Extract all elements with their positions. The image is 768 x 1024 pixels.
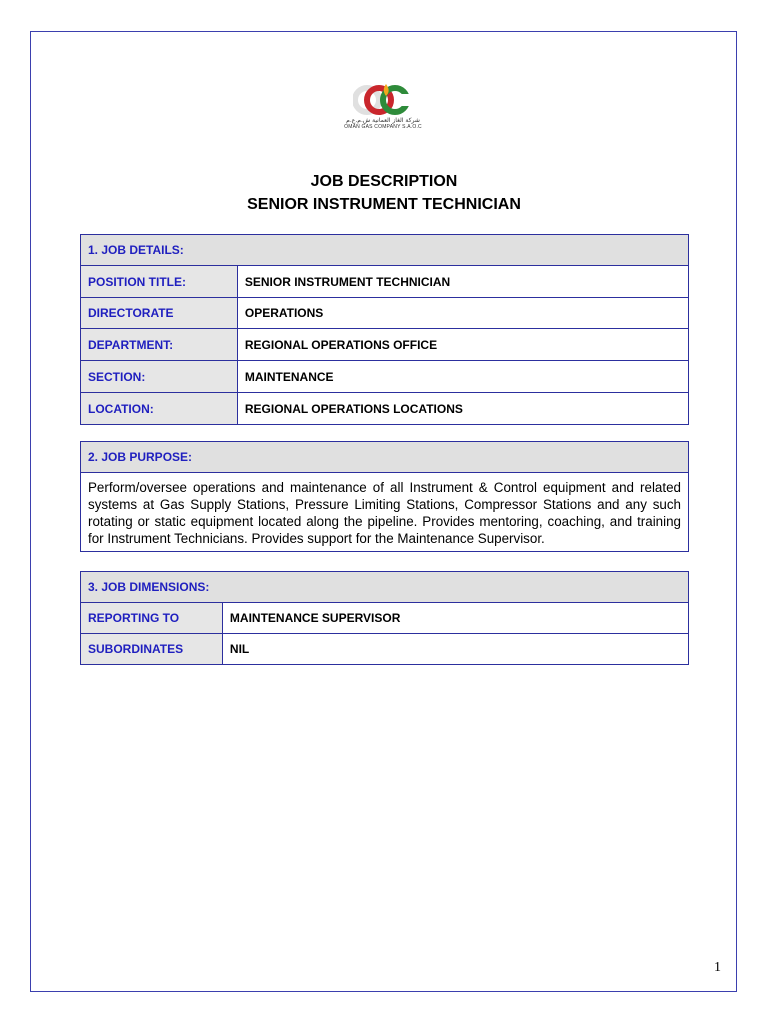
- department-value: REGIONAL OPERATIONS OFFICE: [237, 329, 688, 361]
- job-title-heading: SENIOR INSTRUMENT TECHNICIAN: [247, 196, 521, 213]
- document-title: JOB DESCRIPTION: [310, 173, 458, 190]
- table-row: [81, 634, 689, 665]
- table-row: [81, 298, 689, 329]
- subordinates-value: NIL: [222, 634, 688, 665]
- table-header-row: [81, 235, 689, 266]
- reporting-to-value: MAINTENANCE SUPERVISOR: [222, 603, 688, 634]
- job-details-table: [80, 234, 689, 425]
- job-dimensions-header: 3. JOB DIMENSIONS:: [81, 572, 689, 603]
- department-label: DEPARTMENT:: [81, 329, 238, 361]
- table-row: [81, 603, 689, 634]
- table-row: [81, 329, 689, 361]
- job-details-header: 1. JOB DETAILS:: [81, 235, 689, 266]
- table-row: [81, 361, 689, 393]
- table-row: [81, 266, 689, 298]
- logo-english-text: OMAN GAS COMPANY S.A.O.C: [344, 124, 422, 130]
- table-header-row: [81, 442, 689, 473]
- table-row: [81, 393, 689, 425]
- location-value: REGIONAL OPERATIONS LOCATIONS: [237, 393, 688, 425]
- section-label: SECTION:: [81, 361, 238, 393]
- table-header-row: [81, 572, 689, 603]
- section-value: MAINTENANCE: [237, 361, 688, 393]
- directorate-value: OPERATIONS: [237, 298, 688, 329]
- position-title-label: POSITION TITLE:: [81, 266, 238, 298]
- directorate-label: DIRECTORATE: [81, 298, 238, 329]
- company-logo: [330, 80, 436, 140]
- job-purpose-header: 2. JOB PURPOSE:: [81, 442, 689, 473]
- job-purpose-table: [80, 441, 689, 552]
- subordinates-label: SUBORDINATES: [81, 634, 223, 665]
- table-row: [81, 473, 689, 552]
- logo-arabic-text: شركة الغاز العمانية ش.م.ع.م: [346, 117, 420, 124]
- reporting-to-label: REPORTING TO: [81, 603, 223, 634]
- position-title-value: SENIOR INSTRUMENT TECHNICIAN: [237, 266, 688, 298]
- ogc-logo-icon: [353, 80, 413, 116]
- job-dimensions-table: [80, 571, 689, 665]
- location-label: LOCATION:: [81, 393, 238, 425]
- job-purpose-text: Perform/oversee operations and maintenance of all Instrument & Control equipment and related systems at Gas Supply Stations, Pressure Limiting Stations, Compressor Stations and any such rotating or static equipment located along the pipeline. Provides mentoring, coaching, and training for Instrument Technicians. Provides support for the Maintenance Supervisor.: [81, 473, 689, 552]
- page-number: 1: [714, 960, 721, 975]
